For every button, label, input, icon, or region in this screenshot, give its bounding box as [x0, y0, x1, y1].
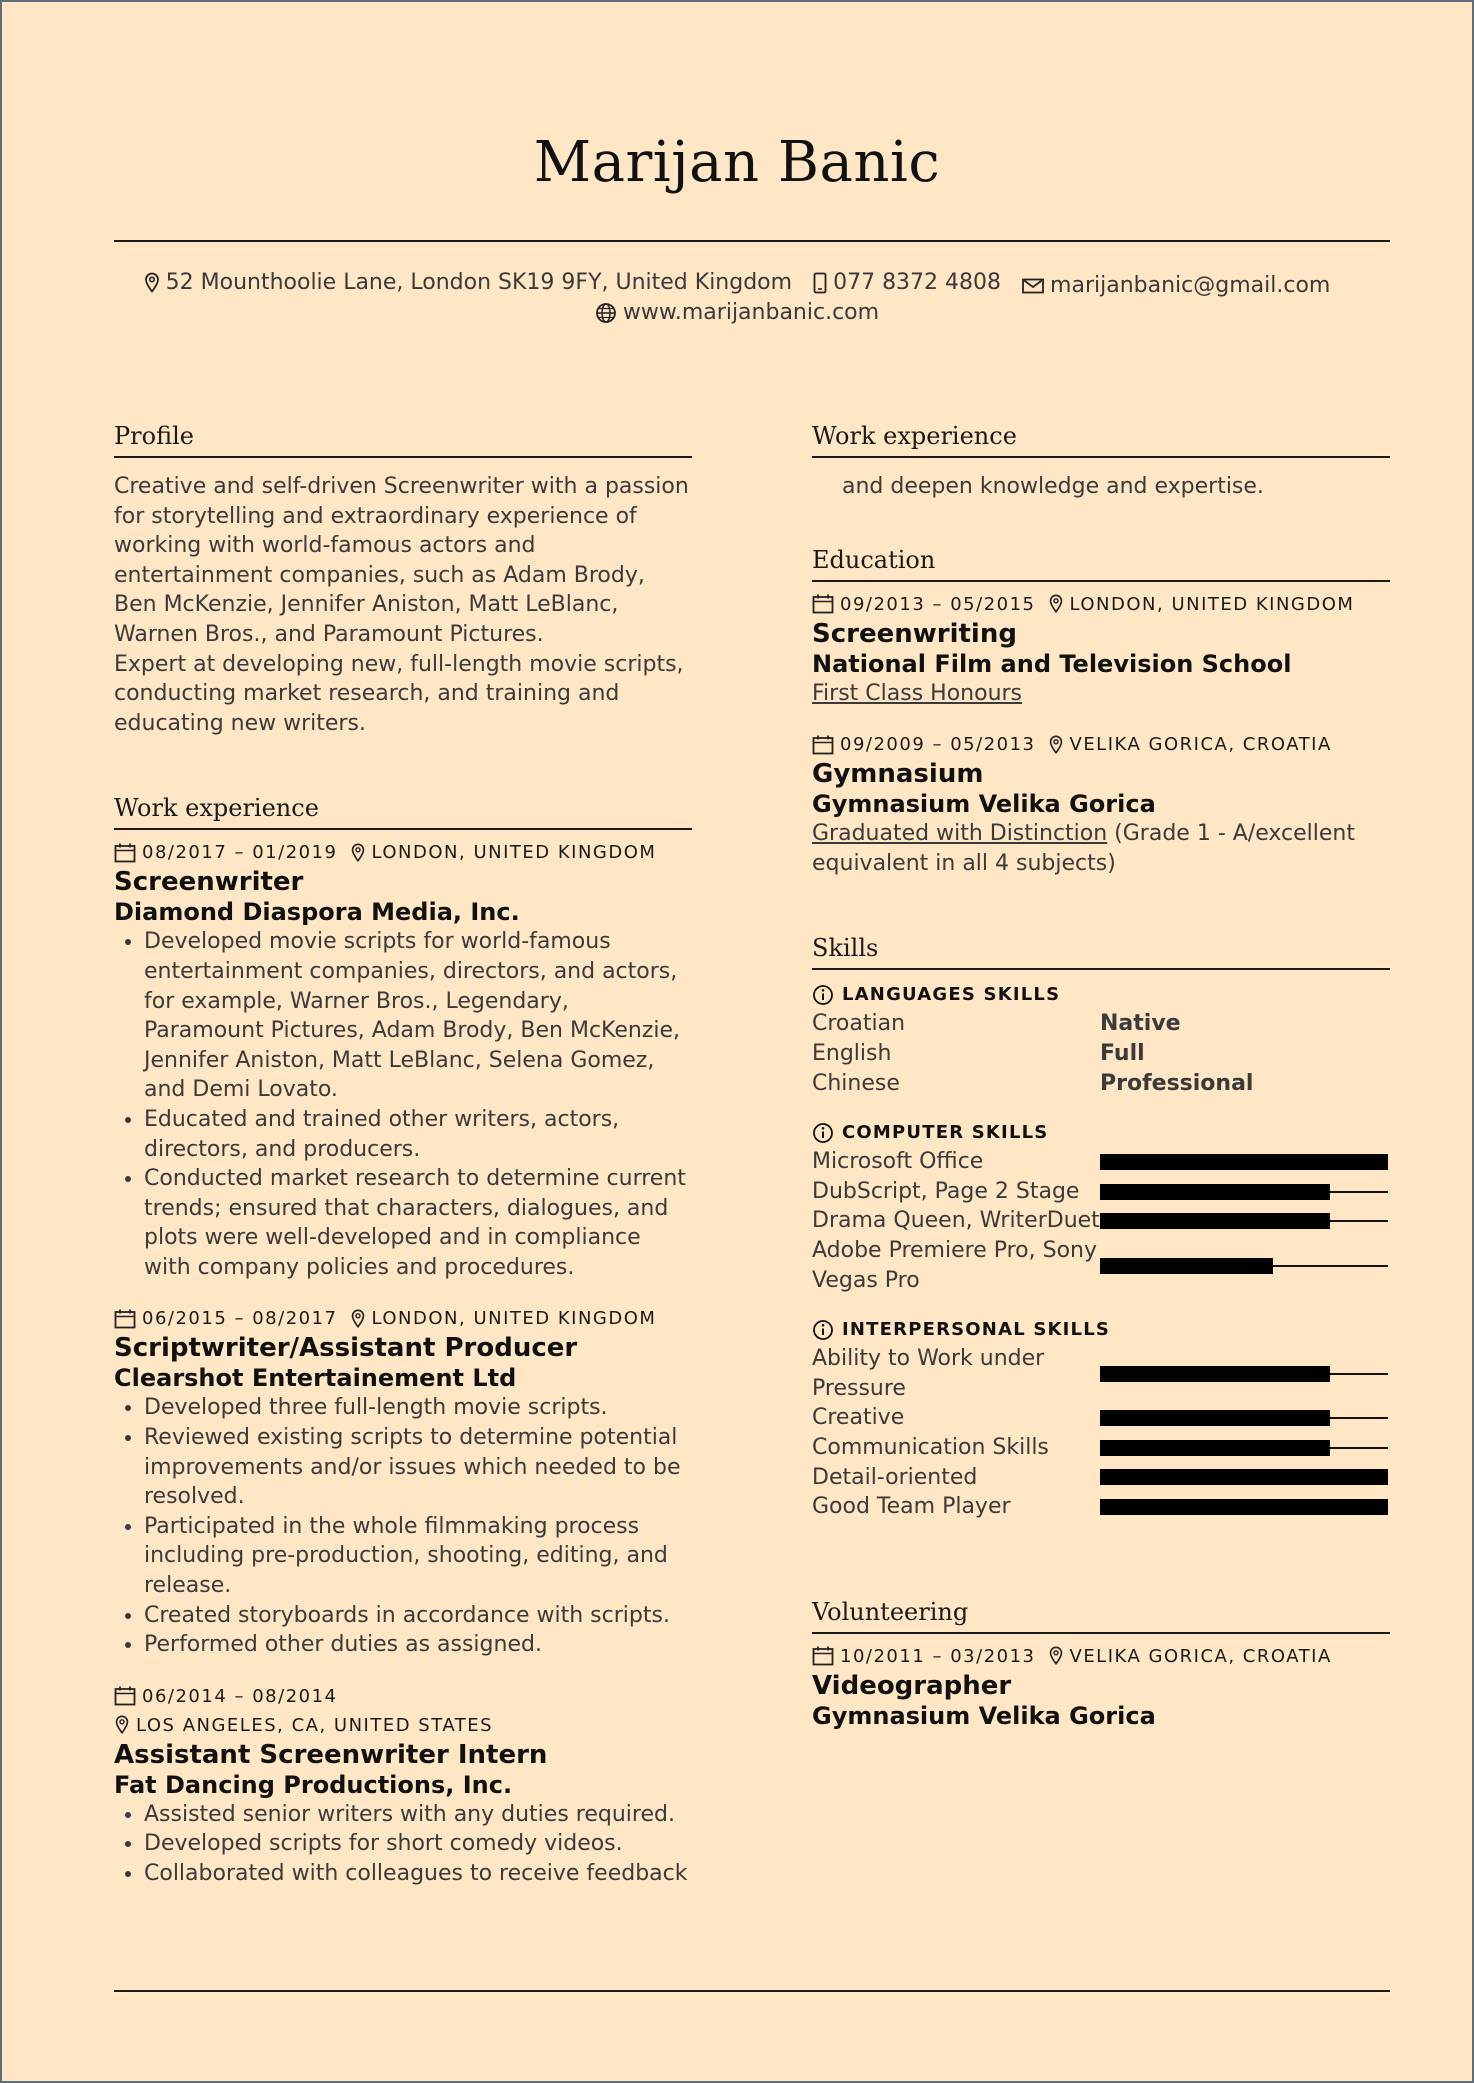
job-entry — [114, 838, 692, 1282]
skill-bar-fill — [1100, 1154, 1388, 1170]
interpersonal-skill-name: Creative — [812, 1405, 905, 1431]
language-name: English — [812, 1040, 892, 1066]
job-dates: 08/2017 – 01/2019 — [142, 842, 338, 864]
contact-address — [144, 270, 792, 295]
language-name: Chinese — [812, 1070, 900, 1096]
location-pin-icon — [1048, 735, 1064, 755]
skill-level-bar — [1100, 1366, 1388, 1382]
skill-level-bar — [1100, 1410, 1388, 1426]
skill-bar-fill — [1100, 1366, 1330, 1382]
profile-summary-2: Expert at developing new, full-length movie scripts, conducting market research, and training and educating new writers. — [114, 651, 684, 736]
computer-skill-name: Adobe Premiere Pro, Sony Vegas Pro — [812, 1237, 1098, 1293]
calendar-icon — [114, 1309, 136, 1329]
volunteering-meta — [812, 1642, 1390, 1671]
computer-skills-group — [812, 1118, 1390, 1295]
interpersonal-skills-group — [812, 1315, 1390, 1522]
location-pin-icon — [1048, 594, 1064, 614]
education-location — [1048, 590, 1355, 619]
skill-level-bar — [1100, 1499, 1388, 1515]
work-continued-text: and deepen knowledge and expertise. — [842, 474, 1264, 499]
language-row — [812, 1069, 1390, 1099]
job-title: Scriptwriter/Assistant Producer — [114, 1333, 578, 1364]
education-degree: Gymnasium — [812, 759, 984, 790]
job-bullet: • Educated and trained other writers, actors, directors, and producers. — [144, 1105, 692, 1164]
header-divider — [114, 240, 1390, 242]
volunteering-org: Gymnasium Velika Gorica — [812, 1701, 1156, 1730]
work-section-title: Work experience — [114, 794, 692, 830]
education-honour-text: First Class Honours — [812, 680, 1023, 706]
job-bullets — [114, 1393, 692, 1659]
job-location-text: LONDON, UNITED KINGDOM — [371, 842, 657, 864]
skill-bar-fill — [1100, 1184, 1330, 1200]
skill-level-bar — [1100, 1469, 1388, 1485]
computer-skills-heading-text: COMPUTER SKILLS — [842, 1122, 1049, 1144]
job-location-text: LONDON, UNITED KINGDOM — [371, 1308, 657, 1330]
language-row — [812, 1039, 1390, 1069]
volunteering-location-text: VELIKA GORICA, CROATIA — [1069, 1645, 1332, 1667]
skill-level-bar — [1100, 1184, 1388, 1200]
job-meta — [114, 1682, 692, 1711]
language-level: Full — [1100, 1040, 1145, 1066]
education-entry — [812, 590, 1390, 709]
contact-line-2 — [2, 300, 1472, 330]
computer-skill-row — [812, 1147, 1390, 1177]
calendar-icon — [114, 843, 136, 863]
computer-skill-name: Microsoft Office — [812, 1149, 984, 1175]
job-bullet: • Created storyboards in accordance with scripts. — [144, 1601, 692, 1631]
interpersonal-skill-row — [812, 1433, 1390, 1463]
education-location-text: VELIKA GORICA, CROATIA — [1069, 734, 1332, 756]
interpersonal-skills-heading-text: INTERPERSONAL SKILLS — [842, 1319, 1111, 1341]
education-entry — [812, 730, 1390, 878]
job-meta-location — [114, 1711, 692, 1740]
contact-line-1 — [2, 270, 1472, 300]
skills-section-title: Skills — [812, 934, 1390, 970]
email-text: marijanbanic@gmail.com — [1050, 273, 1331, 298]
job-bullet: • Participated in the whole filmmaking process including pre-production, shooting, editing, and release. — [144, 1512, 692, 1601]
education-meta — [812, 730, 1390, 759]
website-text: www.marijanbanic.com — [622, 300, 880, 325]
contact-phone — [813, 270, 1001, 295]
volunteering-location — [1048, 1642, 1332, 1671]
work-continued-title: Work experience — [812, 422, 1390, 458]
job-title: Assistant Screenwriter Intern — [114, 1739, 548, 1770]
volunteering-role: Videographer — [812, 1670, 1012, 1701]
job-location — [350, 838, 657, 867]
education-honour-text: Graduated with Distinction — [812, 821, 1108, 847]
language-skills-heading-text: LANGUAGES SKILLS — [842, 984, 1061, 1006]
education-honour-extra: (Grade 1 - A/excellent equivalent in all 4 subjects) — [812, 821, 1355, 876]
calendar-icon — [812, 1646, 834, 1666]
job-company: Clearshot Entertainement Ltd — [114, 1364, 517, 1393]
right-column — [812, 422, 1390, 1731]
job-entry — [114, 1304, 692, 1659]
address-text: 52 Mounthoolie Lane, London SK19 9FY, United Kingdom — [165, 270, 793, 295]
location-pin-icon — [350, 843, 366, 863]
location-pin-icon — [350, 1309, 366, 1329]
skill-bar-fill — [1100, 1258, 1273, 1274]
skill-bar-fill — [1100, 1469, 1388, 1485]
interpersonal-skill-row — [812, 1403, 1390, 1433]
interpersonal-skill-name: Ability to Work under Pressure — [812, 1346, 1045, 1401]
info-icon — [812, 1122, 834, 1144]
job-bullet: • Conducted market research to determine current trends; ensured that characters, dialogues, and plots were well-developed and in compliance with company policies and procedures. — [144, 1164, 692, 1282]
location-pin-icon — [1048, 1646, 1064, 1666]
job-bullet: • Collaborated with colleagues to receive feedback — [144, 1859, 692, 1889]
info-icon — [812, 1319, 834, 1341]
computer-skill-name: DubScript, Page 2 Stage — [812, 1178, 1080, 1204]
globe-icon — [595, 302, 617, 324]
job-bullet: • Developed movie scripts for world-famous entertainment companies, directors, and actors, for example, Warner Bros., Legendary, Paramount Pictures, Adam Brody, Ben McKenzie, Jennifer Aniston, Matt LeBlanc, Selena Gomez, and Demi Lovato. — [144, 927, 692, 1105]
profile-section-title: Profile — [114, 422, 692, 458]
candidate-name: Marijan Banic — [533, 130, 941, 195]
interpersonal-skill-row — [812, 1492, 1390, 1522]
education-dates: 09/2009 – 05/2013 — [840, 734, 1036, 756]
interpersonal-skill-row — [812, 1463, 1390, 1493]
skill-level-bar — [1100, 1154, 1388, 1170]
education-honour — [812, 679, 1390, 709]
job-bullets — [114, 1800, 692, 1889]
location-pin-icon — [114, 1715, 130, 1735]
job-bullet: • Reviewed existing scripts to determine potential improvements and/or issues which needed to be resolved. — [144, 1423, 692, 1512]
calendar-icon — [812, 594, 834, 614]
language-level: Professional — [1100, 1070, 1254, 1096]
footer-divider — [114, 1990, 1390, 1992]
skill-level-bar — [1100, 1440, 1388, 1456]
language-skills-group — [812, 980, 1390, 1098]
skill-bar-fill — [1100, 1499, 1388, 1515]
skill-bar-fill — [1100, 1213, 1330, 1229]
education-meta — [812, 590, 1390, 619]
interpersonal-skill-name: Detail-oriented — [812, 1464, 978, 1490]
job-bullet: • Developed three full-length movie scripts. — [144, 1393, 692, 1423]
job-company: Fat Dancing Productions, Inc. — [114, 1770, 513, 1799]
education-school: National Film and Television School — [812, 649, 1292, 678]
computer-skill-row — [812, 1206, 1390, 1236]
language-level: Native — [1100, 1011, 1181, 1037]
computer-skills-heading — [812, 1118, 1390, 1147]
job-bullet: • Assisted senior writers with any duties required. — [144, 1800, 692, 1830]
envelope-icon — [1022, 278, 1044, 294]
interpersonal-skill-name: Good Team Player — [812, 1494, 1011, 1520]
job-dates: 06/2014 – 08/2014 — [142, 1685, 338, 1707]
volunteering-entry — [812, 1642, 1390, 1731]
job-title: Screenwriter — [114, 867, 304, 898]
education-dates: 09/2013 – 05/2015 — [840, 593, 1036, 615]
education-section-title: Education — [812, 546, 1390, 582]
skill-bar-fill — [1100, 1440, 1330, 1456]
left-column — [114, 422, 692, 1889]
phone-icon — [813, 272, 827, 294]
job-bullet: • Developed scripts for short comedy videos. — [144, 1829, 692, 1859]
education-honour — [812, 819, 1390, 878]
language-name: Croatian — [812, 1011, 906, 1037]
volunteering-dates: 10/2011 – 03/2013 — [840, 1645, 1036, 1667]
computer-skill-row — [812, 1236, 1390, 1295]
job-bullets — [114, 927, 692, 1282]
skill-bar-fill — [1100, 1410, 1330, 1426]
interpersonal-skill-name: Communication Skills — [812, 1434, 1049, 1460]
job-meta — [114, 838, 692, 867]
phone-text: 077 8372 4808 — [833, 270, 1002, 295]
skill-level-bar — [1100, 1258, 1388, 1274]
education-degree: Screenwriting — [812, 618, 1017, 649]
contact-website — [595, 300, 879, 325]
job-location — [350, 1304, 657, 1333]
profile-summary: Creative and self-driven Screenwriter with a passion for storytelling and extraordinary experience of working with world-famous actors and entertainment companies, such as Adam Brody, Ben McKenzie, Jennifer Aniston, Matt LeBlanc, Warnen Bros., and Paramount Pictures. — [114, 474, 689, 647]
education-location — [1048, 730, 1332, 759]
volunteering-section-title: Volunteering — [812, 1598, 1390, 1634]
calendar-icon — [114, 1686, 136, 1706]
interpersonal-skills-heading — [812, 1315, 1390, 1344]
computer-skill-name: Drama Queen, WriterDuet — [812, 1208, 1100, 1234]
interpersonal-skill-row — [812, 1344, 1390, 1403]
location-pin-icon — [144, 272, 160, 294]
job-entry — [114, 1682, 692, 1889]
job-bullet: • Performed other duties as assigned. — [144, 1630, 692, 1660]
info-icon — [812, 984, 834, 1006]
language-row — [812, 1009, 1390, 1039]
skill-level-bar — [1100, 1213, 1388, 1229]
job-company: Diamond Diaspora Media, Inc. — [114, 898, 520, 927]
job-meta — [114, 1304, 692, 1333]
education-location-text: LONDON, UNITED KINGDOM — [1069, 593, 1355, 615]
calendar-icon — [812, 735, 834, 755]
computer-skill-row — [812, 1177, 1390, 1207]
language-skills-heading — [812, 980, 1390, 1009]
contact-email — [1022, 273, 1330, 298]
education-school: Gymnasium Velika Gorica — [812, 790, 1156, 819]
job-dates: 06/2015 – 08/2017 — [142, 1308, 338, 1330]
job-location-text: LOS ANGELES, CA, UNITED STATES — [136, 1714, 494, 1736]
